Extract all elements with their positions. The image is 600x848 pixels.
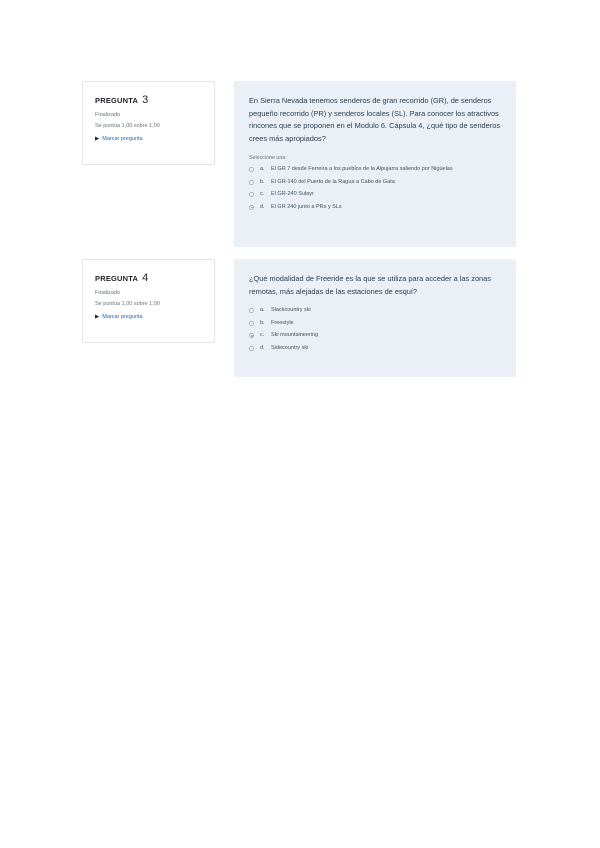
radio-button-selected[interactable] [249,205,254,210]
flag-question-link[interactable] [95,136,214,142]
question-grade: Se puntúa 1,00 sobre 1,00 [95,301,160,308]
option-text: El GR 240 junto a PRs y SLs [271,203,342,210]
answer-option[interactable] [249,203,502,213]
question-number-value: 3 [142,94,149,106]
question-label: PREGUNTA [95,96,138,105]
answer-options [249,306,502,353]
option-letter: d. [260,344,265,351]
answer-option[interactable] [249,319,502,329]
option-text: Slackcountry ski [271,307,311,313]
answer-option[interactable] [249,331,502,341]
flag-label: Marcar pregunta [102,136,143,143]
question-number [95,94,214,106]
option-text: Sidecountry ski [271,344,309,351]
answer-option[interactable] [249,306,502,316]
flag-icon: ▶ [95,136,100,143]
option-letter: c. [260,191,265,197]
option-letter: c. [260,332,265,338]
question-info [82,81,215,165]
radio-button[interactable] [249,346,254,351]
question-text: ¿Qué modalidad de Freeride es la que se utiliza para acceder a las zonas remotas, más alejadas de las estaciones de esquí? [249,274,491,296]
option-letter: d. [260,203,265,210]
radio-button[interactable] [249,180,254,185]
answer-option[interactable] [249,178,502,188]
option-text: El GR 7 desde Ferreira a los pueblos de la Alpujarra saliendo por Nigüelas [271,166,453,172]
question-state: Finalizado [95,112,121,118]
question-text: En Sierra Nevada tenemos senderos de gran recorrido (GR), de senderos pequeño recorrido (PR) y senderos locales (SL). Para conocer los atractivos rincones que se proponen en el Modulo 6. Cápsula 4, ¿qué tipo de senderos crees más apropiados? [249,96,501,143]
option-letter: a. [260,307,265,313]
option-letter: b. [260,319,265,326]
answer-option[interactable] [249,344,502,354]
flag-question-link[interactable] [95,314,214,320]
option-text: Freestyle [271,319,294,326]
question-content [234,81,516,247]
question-number-value: 4 [142,272,149,284]
question-label: PREGUNTA [95,274,138,283]
answer-option[interactable] [249,190,502,200]
answer-option[interactable] [249,165,502,175]
radio-button[interactable] [249,192,254,197]
answer-prompt: Seleccione una: [249,155,287,161]
flag-icon: ▶ [95,314,100,321]
radio-button[interactable] [249,167,254,172]
option-text: El GR-240 Sulayr [271,191,314,197]
option-letter: a. [260,166,265,172]
question-info [82,259,215,343]
question-grade: Se puntúa 1,00 sobre 1,00 [95,123,160,130]
radio-button[interactable] [249,321,254,326]
radio-button[interactable] [249,308,254,313]
question-number [95,272,214,284]
option-text: El GR-140 del Puerto de la Ragua a Cabo de Gata [271,178,395,185]
question-state: Finalizado [95,290,121,296]
answer-options [249,165,502,212]
option-text: Ski mountaineering [271,332,319,338]
radio-button-selected[interactable] [249,333,254,338]
question-content [234,259,516,377]
option-letter: b. [260,178,265,185]
flag-label: Marcar pregunta [102,314,143,321]
